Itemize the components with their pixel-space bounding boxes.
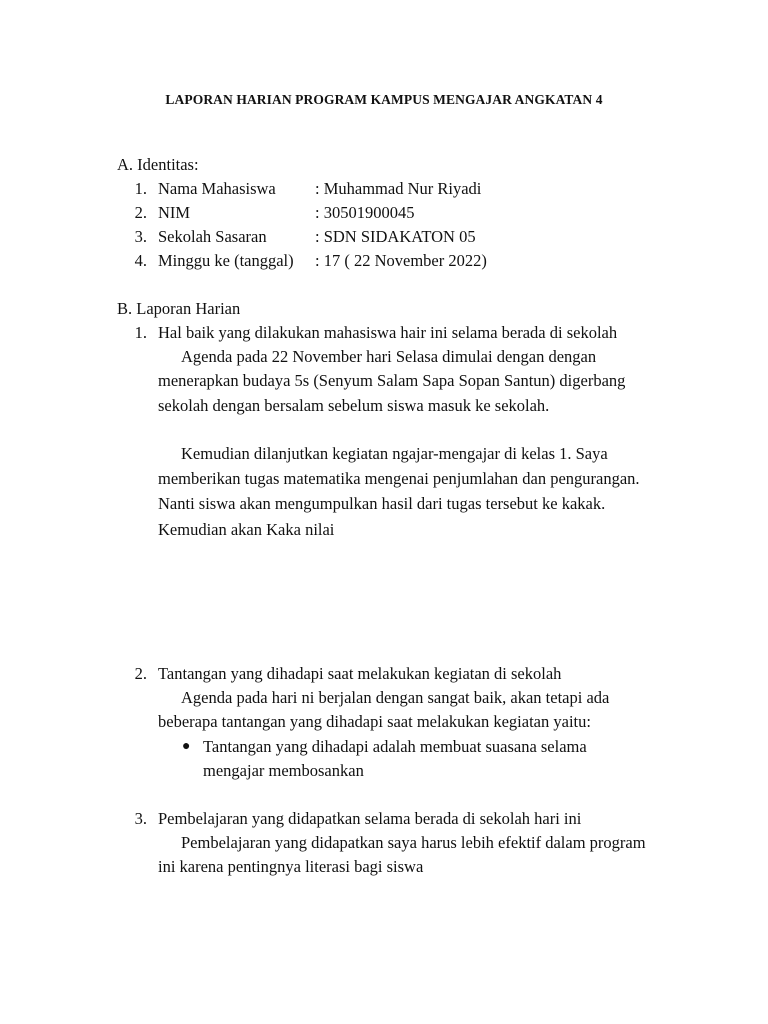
identity-label-week: Minggu ke (tanggal) (158, 251, 294, 270)
report-num-3: 3. (134, 809, 147, 828)
report2-bullet-line: mengajar membosankan (203, 761, 364, 780)
report2-para-line: beberapa tantangan yang dihadapi saat melakukan kegiatan yaitu: (158, 712, 591, 731)
report-heading-2: Tantangan yang dihadapi saat melakukan kegiatan di sekolah (158, 664, 562, 683)
bullet-icon: ● (182, 739, 191, 754)
report1-para2-line: Kemudian akan Kaka nilai (158, 520, 335, 539)
report-heading-1: Hal baik yang dilakukan mahasiswa hair ini selama berada di sekolah (158, 323, 618, 342)
identity-value-school: : SDN SIDAKATON 05 (315, 227, 476, 246)
report2-bullet-line: Tantangan yang dihadapi adalah membuat suasana selama (203, 737, 587, 756)
report-num-2: 2. (134, 664, 147, 683)
report1-para2-line: memberikan tugas matematika mengenai penjumlahan dan pengurangan. (158, 469, 640, 488)
identity-num-2: 2. (134, 203, 147, 222)
identity-num-3: 3. (134, 227, 147, 246)
report1-para1-line: Agenda pada 22 November hari Selasa dimulai dengan dengan (181, 347, 597, 366)
identity-num-4: 4. (134, 251, 147, 270)
report1-para2-line: Nanti siswa akan mengumpulkan hasil dari tugas tersebut ke kakak. (158, 494, 606, 513)
identity-label-nim: NIM (158, 203, 191, 222)
report2-para-line: Agenda pada hari ni berjalan dengan sangat baik, akan tetapi ada (181, 688, 610, 707)
identity-value-name: : Muhammad Nur Riyadi (315, 179, 482, 198)
report1-para2-line: Kemudian dilanjutkan kegiatan ngajar-mengajar di kelas 1. Saya (181, 444, 608, 463)
report1-para1-line: sekolah dengan bersalam sebelum siswa masuk ke sekolah. (158, 396, 550, 415)
identity-label-school: Sekolah Sasaran (158, 227, 267, 246)
report-heading-3: Pembelajaran yang didapatkan selama berada di sekolah hari ini (158, 809, 582, 828)
report3-para-line: Pembelajaran yang didapatkan saya harus lebih efektif dalam program (181, 833, 646, 852)
report3-para-line: ini karena pentingnya literasi bagi siswa (158, 857, 424, 876)
identity-value-nim: : 30501900045 (315, 203, 415, 222)
report1-para1-line: menerapkan budaya 5s (Senyum Salam Sapa Sopan Santun) digerbang (158, 371, 626, 390)
identity-num-1: 1. (134, 179, 147, 198)
identity-label-name: Nama Mahasiswa (158, 179, 276, 198)
document-title: LAPORAN HARIAN PROGRAM KAMPUS MENGAJAR ANGKATAN 4 (165, 92, 603, 107)
report-num-1: 1. (134, 323, 147, 342)
section-a-heading: A. Identitas: (117, 155, 199, 174)
section-b-heading: B. Laporan Harian (117, 299, 241, 318)
identity-value-week: : 17 ( 22 November 2022) (315, 251, 487, 270)
